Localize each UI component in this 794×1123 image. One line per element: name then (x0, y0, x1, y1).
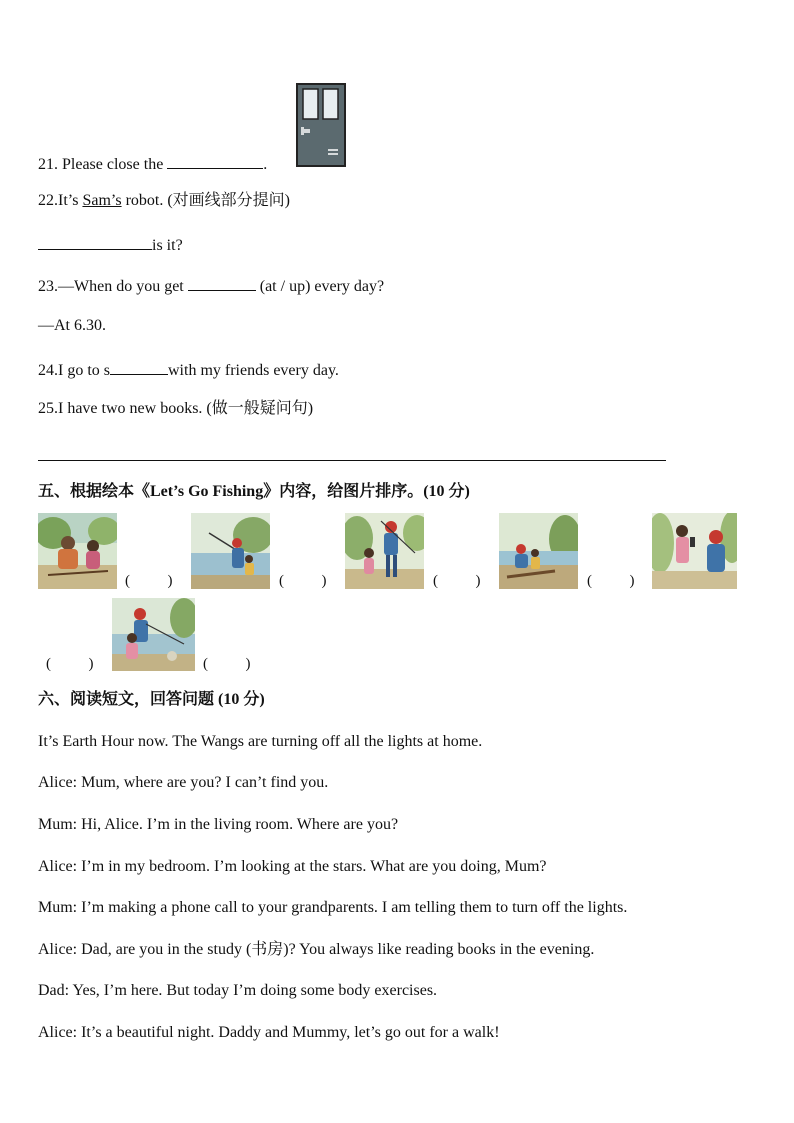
question-23 (38, 274, 384, 297)
answer-paren-5[interactable]: ( ) (46, 656, 94, 672)
passage-line: Alice: Dad, are you in the study (书房)? You always like reading books in the evening. (38, 941, 595, 958)
passage-line: Mum: Hi, Alice. I’m in the living room. Where are you? (38, 816, 399, 833)
question-23-prefix: 23.—When do you get (38, 278, 188, 295)
fishing-picture (191, 513, 270, 589)
question-24 (38, 358, 339, 381)
question-24-prefix: 24.I go to s (38, 362, 110, 379)
answer-blank-21[interactable] (167, 152, 263, 169)
passage-line: Mum: I’m making a phone call to your grandparents. I am telling them to turn off the lights. (38, 899, 628, 916)
answer-paren-4[interactable]: ( ) (587, 573, 635, 589)
passage-line: Alice: It’s a beautiful night. Daddy and Mummy, let’s go out for a walk! (38, 1024, 500, 1041)
door-icon (296, 83, 346, 167)
answer-paren-2[interactable]: ( ) (279, 573, 327, 589)
passage-line: Alice: I’m in my bedroom. I’m looking at the stars. What are you doing, Mum? (38, 858, 547, 875)
passage-line: Dad: Yes, I’m here. But today I’m doing some body exercises. (38, 982, 438, 999)
answer-blank-24[interactable] (110, 358, 168, 375)
question-21-end: . (263, 156, 268, 173)
question-22-suffix: robot. (对画线部分提问) (121, 192, 291, 209)
fishing-picture (38, 513, 117, 589)
question-22-prefix: 22.It’s (38, 192, 83, 209)
question-23-answer: —At 6.30. (38, 317, 106, 334)
passage-line: Alice: Mum, where are you? I can’t find you. (38, 774, 329, 791)
question-21 (38, 152, 267, 175)
answer-paren-1[interactable]: ( ) (125, 573, 173, 589)
question-22-tail: is it? (152, 237, 183, 254)
question-25: 25.I have two new books. (做一般疑问句) (38, 400, 314, 417)
question-24-suffix: with my friends every day. (168, 362, 339, 379)
answer-blank-23[interactable] (188, 274, 256, 291)
question-22-answer (38, 233, 183, 256)
answer-blank-22[interactable] (38, 233, 152, 250)
fishing-picture (652, 513, 737, 589)
question-22-underlined: Sam’s (82, 192, 122, 209)
fishing-picture (499, 513, 578, 589)
section-6-title: 六、阅读短文，回答问题 (10 分) (38, 691, 265, 708)
passage-line: It’s Earth Hour now. The Wangs are turning off all the lights at home. (38, 733, 483, 750)
answer-paren-3[interactable]: ( ) (433, 573, 481, 589)
question-21-text: 21. Please close the (38, 156, 164, 173)
answer-line-25[interactable] (38, 460, 666, 461)
answer-paren-6[interactable]: ( ) (203, 656, 251, 672)
question-22 (38, 191, 290, 211)
fishing-picture (112, 598, 195, 671)
question-23-suffix: (at / up) every day? (259, 278, 385, 295)
section-5-title: 五、根据绘本《Let’s Go Fishing》内容，给图片排序。(10 分) (38, 483, 470, 500)
fishing-picture (345, 513, 424, 589)
